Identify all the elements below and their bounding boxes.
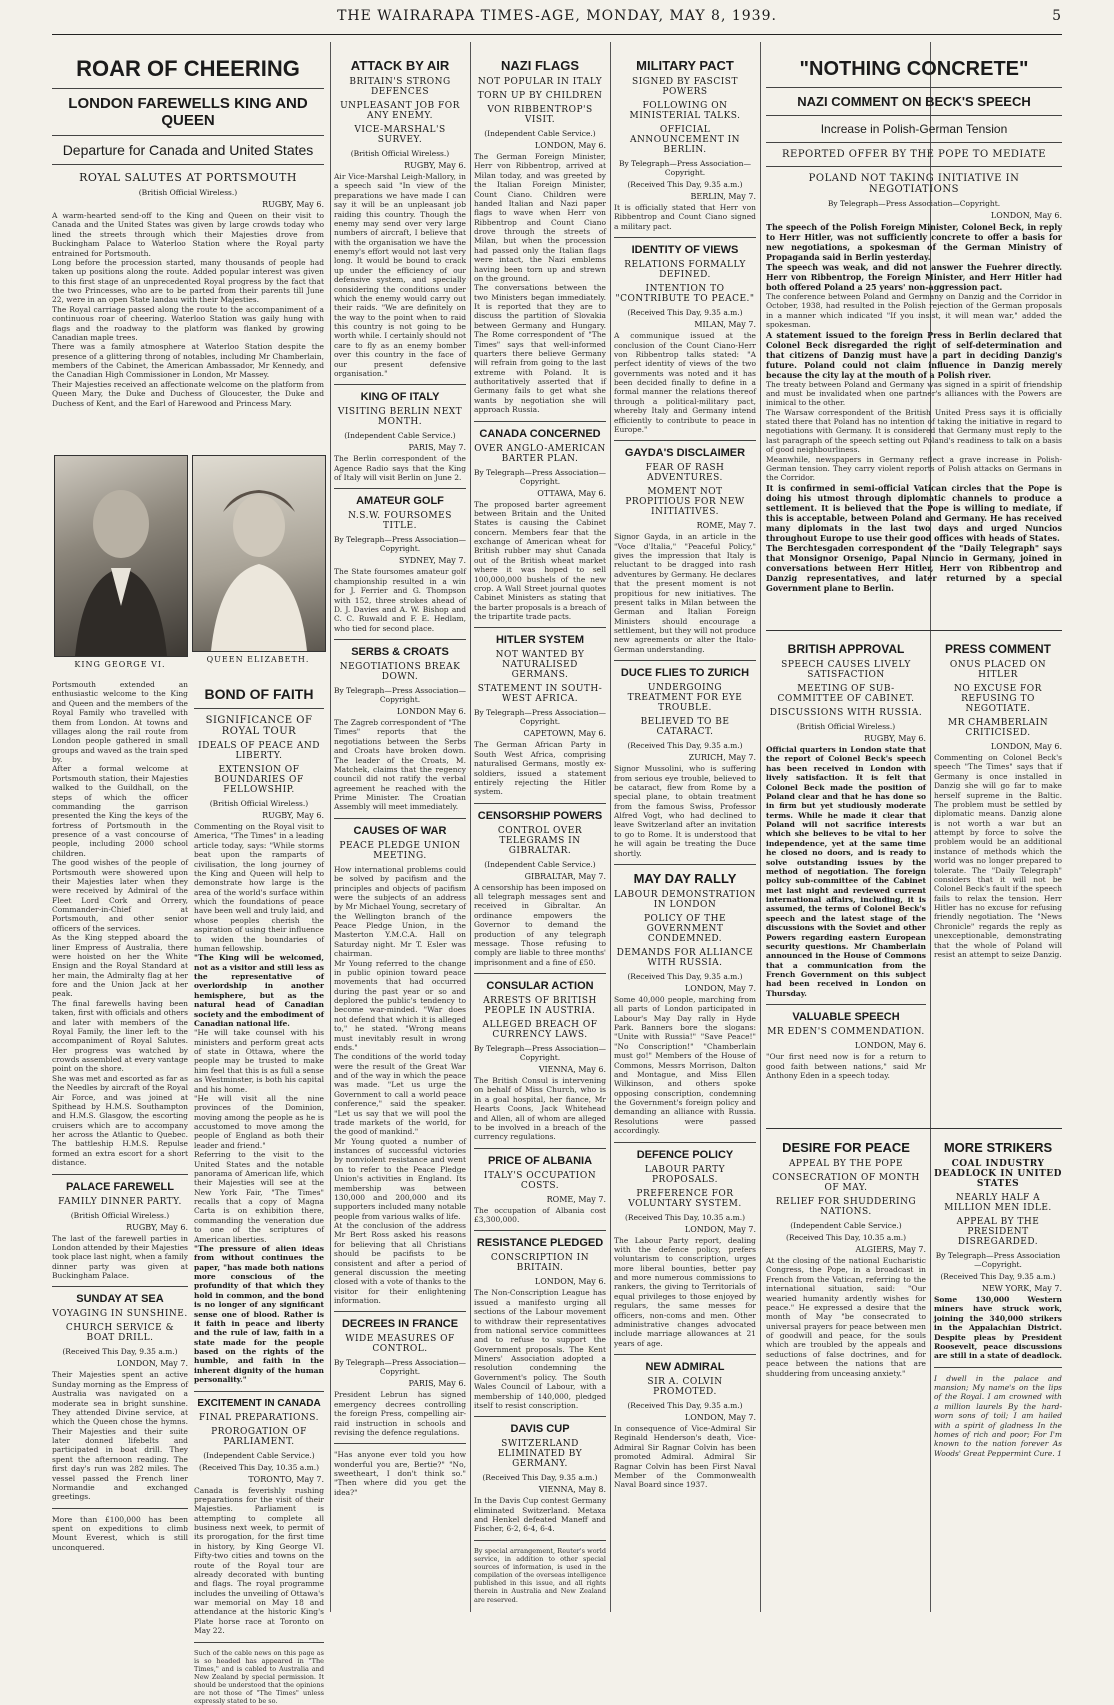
subheading: VISITING BERLIN NEXT MONTH.	[334, 407, 466, 427]
paragraph: "He will take counsel with his ministers and perform great acts of state in Ottawa, where the people may be trusted to make him feel that this is as full a sense as Westminster, is both his capital and his home.	[194, 1028, 324, 1094]
dateline: ROME, May 7.	[474, 1195, 606, 1204]
received-time: (Received This Day, 10.35 a.m.)	[194, 1463, 324, 1472]
paragraph: Mr Young referred to the change in public opinion toward peace movements that had occurred during the past year or so and deplored the public's tendency to become war-minded. "War does not defend that which it is alleged to," he stated. "Wrong means must inevitably result in wrong ends."	[334, 959, 466, 1053]
filler-note: "Has anyone ever told you how wonderful you are, Bertie?" "No, sweetheart, I don't think so." "Then where did you get the idea?"	[334, 1450, 466, 1497]
subheading: PEACE PLEDGE UNION MEETING.	[334, 841, 466, 861]
dateline: RUGBY, May 6.	[194, 811, 324, 820]
paragraph: Official quarters in London state that the report of Colonel Beck's speech has been received in London with lively satisfaction. It is felt that Colonel Beck made the position of Poland clear and that he has done so in firm but yet studiously moderate terms. While he made it clear that Poland will not sacrifice interests which she believes to be vital to her independence, yet at the same time he closed no doors, and is ready to solve outstanding issues by the method of negotiation. The foreign policy sub-committee of the Cabinet met last night and reviewed current international affairs, including, it is assumed, the terms of Colonel Beck's speech and the latest stage of the discussions with the Soviet and other Powers regarding eastern European security questions. Mr Chamberlain announced in the House of Commons that a communication from the French Government on this subject had been received in London on Thursday.	[766, 745, 926, 998]
subheading: STATEMENT IN SOUTH-WEST AFRICA.	[474, 684, 606, 704]
subheadline: LONDON FAREWELLS KING AND QUEEN	[52, 95, 324, 129]
received-time: (Received This Day, 10.35 a.m.)	[766, 1233, 926, 1242]
credit: By Telegraph—Press Association—Copyright.	[334, 686, 466, 704]
dateline: OTTAWA, May 6.	[474, 489, 606, 498]
subheading: MR EDEN'S COMMENDATION.	[766, 1027, 926, 1037]
paragraph: Commenting on the Royal visit to America, "The Times" in a leading article today, says: "While storms beat upon the ramparts of civilisation, the long journey of the King and Queen will help to demonstrate how large is the area of the world's surface within which the foundations of peace have been well and truly laid, and whose peoples cherish the aspiration of using their influence to widen the boundaries of human fellowship.	[194, 822, 324, 953]
paragraph: "The King will be welcomed, not as a visitor and still less as the representative of overlordship in another hemisphere, but as the natural head of Canadian society and the embodiment of Canadian national life.	[194, 953, 324, 1028]
paragraph: The German African Party in South West Africa, comprising naturalised Germans, mostly ex-soldiers, issued a statement entirely rejecting the Hitler system.	[474, 740, 606, 796]
subheading: CHURCH SERVICE & BOAT DRILL.	[52, 1323, 188, 1343]
subheadline: NAZI COMMENT ON BECK'S SPEECH	[766, 94, 1062, 109]
section-heading: ROYAL SALUTES AT PORTSMOUTH	[52, 171, 324, 184]
credit: By Telegraph—Press Association—Copyright.	[334, 535, 466, 553]
paragraph: The Zagreb correspondent of "The Times" reports that the negotiations between the Serbs and Croats have broken down. The leader of the Croats, M. Matchek, claims that the regency council did not ratify the verbal agreement he reached with the Prime Minister. The Croatian Assembly will meet immediately.	[334, 718, 466, 812]
paragraph: Signor Mussolini, who is suffering from serious eye trouble, believed to be cataract, flew from Rome by a special plane, to obtain treatment from the famous Swiss, Professor Alfred Vogt, who had declined to leave Switzerland after an invitation to go to Rome. It is understood that he will again be treating the Duce shortly.	[614, 764, 756, 858]
subheading: FAMILY DINNER PARTY.	[52, 1197, 188, 1207]
footnote: Such of the cable news on this page as is so headed has appeared in "The Times," and is cabled to Australia and New Zealand by special permission. It should be understood that the opinions are not those of "The Times" unless expressly stated to be so.	[194, 1649, 324, 1705]
portrait-king-icon	[55, 456, 187, 656]
subheading: OFFICIAL ANNOUNCEMENT IN BERLIN.	[614, 125, 756, 155]
subheading: LABOUR DEMONSTRATION IN LONDON	[614, 890, 756, 910]
section-heading: PRESS COMMENT	[934, 642, 1062, 656]
dateline: LONDON, May 7.	[614, 1225, 756, 1234]
subheading: EXTENSION OF BOUNDARIES OF FELLOWSHIP.	[194, 765, 324, 795]
paragraph: Meanwhile, newspapers in Germany reflect a grave increase in Polish-German tension. They carry violent reports of Polish attacks on Germans in the Corridor.	[766, 455, 1062, 483]
subheading: NOT WANTED BY NATURALISED GERMANS.	[474, 650, 606, 680]
paragraph: The Labour Party report, dealing with the defence policy, prefers voluntarism to conscription, urges more liberal bounties, better pay and more numerous commissions to rankers, the giving to Territorials of equal privileges to those enjoyed by regulars, the same messes for officers, non-coms and men. Other administrative changes advocated include marriage allowances at 21 years of age.	[614, 1236, 756, 1349]
paragraph: The Berchtesgaden correspondent of the "Daily Telegraph" says that Monsignor Orsenigo, Papal Nuncio in Germany, joined in conversations between Herr Hitler, Herr von Ribbentrop and Danzig representatives, and later returned by a special Government plane to Berlin.	[766, 543, 1062, 593]
dateline: CAPETOWN, May 6.	[474, 729, 606, 738]
paragraph: "He will visit all the nine provinces of the Dominion, moving among the people as he is accustomed to move among the people of England as both their leader and friend."	[194, 1094, 324, 1150]
section-heading: CANADA CONCERNED	[474, 428, 606, 440]
subheading: MEETING OF SUB-COMMITTEE OF CABINET.	[766, 684, 926, 704]
caption-queen: QUEEN ELIZABETH.	[192, 655, 324, 664]
subheading: RELIEF FOR SHUDDERING NATIONS.	[766, 1197, 926, 1217]
subheading: UNPLEASANT JOB FOR ANY ENEMY.	[334, 101, 466, 121]
paragraph: The speech of the Polish Foreign Minister, Colonel Beck, in reply to Herr Hitler, was not sufficiently concrete to offer a basis for new negotiations, a spokesman of the German Ministry of Propaganda said in Berlin yesterday.	[766, 222, 1062, 262]
paragraph: Air Vice-Marshal Leigh-Mallory, in a speech said "In view of the preparations we have made I can say it will be an unpleasant job raiding this country. Though the enemy may send over very large numbers of aircraft, I believe that with the organisation we have the enemy's effort would not last very long. It would be bound to crack up under the efficiency of our defensive system, and specially considering the conditions under which the enemy would carry out their raids. "We are definitely on the way to the point when to raid this country is not going to be worth while. I certainly should not care to fly as an enemy bomber over this country in the face of our present defensive organisation."	[334, 172, 466, 378]
paragraph: Some 130,000 Western miners have struck work, joining the 340,000 strikers in the Appalachian District. Despite pleas by President Roosevelt, peace discussions are still in a state of deadlock.	[934, 1295, 1062, 1361]
paragraph: Their Majesties received an affectionate welcome on the platform from Queen Mary, the Duke and Duchess of Gloucester, the Duke and Duchess of Kent, and the Earl of Harewood and Princess Mary.	[52, 380, 324, 408]
paragraph: In consequence of Vice-Admiral Sir Reginald Henderson's death, Vice-Admiral Sir Ragnar Colvin has been promoted Admiral. Admiral Sir Ragnar Colvin has been First Naval Member of the Commonwealth Naval Board since 1937.	[614, 1424, 756, 1490]
subheading: MR CHAMBERLAIN CRITICISED.	[934, 718, 1062, 738]
subheading: REPORTED OFFER BY THE POPE TO MEDIATE	[766, 149, 1062, 160]
dateline: RUGBY, May 6.	[766, 734, 926, 743]
section-heading: ATTACK BY AIR	[334, 58, 466, 73]
paragraph: Their Majesties spent an active Sunday morning as the Empress of Australia was navigated on a moderate sea in bright sunshine. They attended Divine service, at which the Queen chose the hymns. Their Majesties and their suite later donned lifebelts and participated in boat drill. They spent the afternoon reading. The first day's run was 282 miles. The vessel passed the French liner Normandie and exchanged greetings.	[52, 1370, 188, 1501]
subheading: SIGNED BY FASCIST POWERS	[614, 77, 756, 97]
paragraph: The final farewells having been taken, first with officials and others and later with members of the Royal Family, the liner left to the accompaniment of Royal Salutes. Her progress was watched by crowds assembled at every vantage point on the shore.	[52, 999, 188, 1074]
paragraph: Signor Gayda, in an article in the "Voce d'Italia," "Peaceful Policy," gives the impression that Italy is reluctant to be dragged into rash adventures by Germany. He declares that the present moment is not propitious for new initiatives. The present talks in Milan between the German and Italian Foreign Ministers should encourage a settlement, but they will not produce new agreements or alter the Italo-German understanding.	[614, 532, 756, 654]
section-heading: SUNDAY AT SEA	[52, 1293, 188, 1305]
dateline: LONDON, May 7.	[52, 1359, 188, 1368]
subheading: SIR A. COLVIN PROMOTED.	[614, 1377, 756, 1397]
paragraph: Canada is feverishly rushing preparations for the visit of their Majesties. Parliament is attempting to complete all business next week, to permit of its prorogation, for the first time in history, by King George VI. Fifty-two cities and towns on the route of the Royal tour are already decorated with bunting and flags. The royal programme includes the unveiling of Ottawa's war memorial on May 18 and attendance at the historic King's Plate horse race at Toronto on May 22.	[194, 1486, 324, 1636]
credit: By Telegraph—Press Association—Copyright.	[474, 1044, 606, 1062]
subheading: FINAL PREPARATIONS.	[194, 1413, 324, 1423]
dateline: PARIS, May 6.	[334, 1379, 466, 1388]
credit: (British Official Wireless.)	[52, 188, 324, 197]
subheading: RELATIONS FORMALLY DEFINED.	[614, 260, 756, 280]
filler-note: More than £100,000 has been spent on expeditions to climb Mount Everest, which is still unconquered.	[52, 1515, 188, 1553]
dateline: LONDON, May 6.	[766, 1041, 926, 1050]
credit: (Independent Cable Service.)	[474, 129, 606, 138]
column-rule	[610, 42, 611, 1612]
subheading: FOLLOWING ON MINISTERIAL TALKS.	[614, 101, 756, 121]
dateline: LONDON, May 7.	[614, 984, 756, 993]
subheading: CONSECRATION OF MONTH OF MAY.	[766, 1173, 926, 1193]
subheading: OVER ANGLO-AMERICAN BARTER PLAN.	[474, 444, 606, 464]
subheading: LABOUR PARTY PROPOSALS.	[614, 1165, 756, 1185]
paragraph: It is officially stated that Herr von Ribbentrop and Count Ciano signed a military pact.	[614, 203, 756, 231]
column-5	[614, 42, 756, 1612]
credit: (Independent Cable Service.)	[334, 431, 466, 440]
section-heading: NEW ADMIRAL	[614, 1361, 756, 1373]
subheading: VON RIBBENTROP'S VISIT.	[474, 105, 606, 125]
paragraph: A communique issued at the conclusion of the Count Ciano-Herr von Ribbentrop talks stated: "A perfect identity of views of the two governments was noted and it has been decided finally to define in a formal manner the relations thereof through a political-military pact, whereby Italy and Germany intend efficiently to contribute to peace in Europe."	[614, 331, 756, 434]
paragraph: Long before the procession started, many thousands of people had taken up positions along the route. Added popular interest was given to this first stage of an unprecedented Royal progress by the fact that the two Princesses, who are to be parted from their parents till June 22, were in an open State landau with their Majesties.	[52, 258, 324, 305]
credit: (Independent Cable Service.)	[766, 1221, 926, 1230]
paragraph: A statement issued to the foreign Press in Berlin declared that Colonel Beck disregarded the right of self-determination and that citizens of Danzig must have a part in deciding Danzig's future. Poland could not claim influence in Danzig merely because the city lay at the mouth of a Polish river.	[766, 330, 1062, 380]
more-strikers	[934, 1134, 1062, 1612]
section-heading: NAZI FLAGS	[474, 58, 606, 73]
dateline: RUGBY, May 6.	[334, 161, 466, 170]
subheading: ARRESTS OF BRITISH PEOPLE IN AUSTRIA.	[474, 996, 606, 1016]
credit: (Independent Cable Service.)	[474, 860, 606, 869]
paragraph: How international problems could be solved by pacifism and the principles and objects of pacifism were the subjects of an address by Mr Michael Young, secretary of the Wellington branch of the Peace Pledge Union, in the Masterton Y.M.C.A. Hall on Saturday night. Mr T. Esler was chairman.	[334, 865, 466, 959]
subheading: CONTROL OVER TELEGRAMS IN GIBRALTAR.	[474, 826, 606, 856]
dateline: GIBRALTAR, May 7.	[474, 872, 606, 881]
section-heading: VALUABLE SPEECH	[766, 1011, 926, 1023]
section-heading: DAVIS CUP	[474, 1423, 606, 1435]
column-rule	[330, 42, 331, 1612]
subheading: VOYAGING IN SUNSHINE.	[52, 1309, 188, 1319]
section-heading: CONSULAR ACTION	[474, 980, 606, 992]
subheading: UNDERGOING TREATMENT FOR EYE TROUBLE.	[614, 683, 756, 713]
subheading: NEARLY HALF A MILLION MEN IDLE.	[934, 1193, 1062, 1213]
paragraph: The last of the farewell parties in London attended by their Majesties took place last night, when a family dinner party was given at Buckingham Palace.	[52, 1234, 188, 1281]
subheading: COAL INDUSTRY DEADLOCK IN UNITED STATES	[934, 1159, 1062, 1189]
paragraph: President Lebrun has signed emergency decrees controlling the foreign Press, compelling air-raid instruction in schools and revising the defence regulations.	[334, 1390, 466, 1437]
paragraph: The conversations between the two Ministers began immediately. It is reported that they are to discuss the partition of Slovakia between Germany and Hungary. The Rome correspondent of "The Times" says that well-informed quarters there believe Germany will refrain from going to the last extreme with Poland. It is authoritatively asserted that if Germany fails to get what she wants by negotiation she will approach Russia.	[474, 283, 606, 414]
subheading: CONSCRIPTION IN BRITAIN.	[474, 1253, 606, 1273]
credit: (Independent Cable Service.)	[194, 1451, 324, 1460]
dateline: VIENNA, May 6.	[474, 1065, 606, 1074]
paragraph: Commenting on Colonel Beck's speech "The Times" says that if Germany is once installed in Danzig she will go far to make herself supreme in the Baltic. The problem must be settled by diplomatic means. Danzig alone is not worth a war but an attempt by force to solve the problem would be an additional instance of methods which the world was no longer prepared to tolerate. The "Daily Telegraph" considers that it will not be Colonel Beck's fault if the speech fails to relax the tension. Herr Hitler has no excuse for refusing friendly negotiation. The "News Chronicle" regards the reply as unexceptionable, demonstrating that the whole of Poland will resist an attempt to seize Danzig.	[934, 753, 1062, 959]
received-time: (Received This Day, 9.35 a.m.)	[614, 1401, 756, 1410]
subheading: FEAR OF RASH ADVENTURES.	[614, 463, 756, 483]
column-2	[194, 680, 324, 1610]
subheading: BRITAIN'S STRONG DEFENCES	[334, 77, 466, 97]
paragraph: A warm-hearted send-off to the King and Queen on their visit to Canada and the United States was given by large crowds today who lined the streets through which their Majesties drove from Buckingham Palace to Waterloo Station where the Royal party entrained for Portsmouth.	[52, 211, 324, 258]
subheading: POLAND NOT TAKING INITIATIVE IN NEGOTIATIONS	[766, 173, 1062, 195]
masthead-title: THE WAIRARAPA TIMES-AGE, MONDAY, MAY 8, 1939.	[337, 8, 777, 24]
advertisement-verse: I dwell in the palace and mansion; My name's on the lips of the Royal. I am crowned with a million laurels By the hard-worn sons of toil; I am hailed with a spirit of gladness In the homes of rich and poor; For I'm known to the nation forever As Woods' Great Peppermint Cure. 1	[934, 1374, 1062, 1458]
credit: By Telegraph—Press Association—Copyright.	[334, 1358, 466, 1376]
paragraph: The British Consul is intervening on behalf of Miss Church, who is in a goal hospital, her fiance, Mr Hearts Coons, Jack Whitehead and Allen, all of whom are alleged to be involved in a breach of the currency regulations.	[474, 1076, 606, 1142]
dateline: RUGBY, May 6.	[52, 200, 324, 209]
paragraph: Referring to the visit to the United States and the notable panorama of American life, which their Majesties will see at the New York Fair, "The Times" recalls that a copy of Magna Carta is on exhibition there, commanding the veneration due to one of the scriptures of American liberties.	[194, 1150, 324, 1244]
section-heading: KING OF ITALY	[334, 391, 466, 403]
subheading: POLICY OF THE GOVERNMENT CONDEMNED.	[614, 914, 756, 944]
section-heading: MILITARY PACT	[614, 58, 756, 73]
section-heading: CAUSES OF WAR	[334, 825, 466, 837]
credit: By Telegraph—Press Association—Copyright.	[474, 468, 606, 486]
subheading: ITALY'S OCCUPATION COSTS.	[474, 1171, 606, 1191]
column-3	[334, 42, 466, 1612]
subheading: SPEECH CAUSES LIVELY SATISFACTION	[766, 660, 926, 680]
photo-queen	[192, 455, 326, 652]
subheading: APPEAL BY THE PRESIDENT DISREGARDED.	[934, 1217, 1062, 1247]
dateline: MILAN, May 7.	[614, 320, 756, 329]
dateline: ROME, May 7.	[614, 521, 756, 530]
dateline: TORONTO, May 7.	[194, 1475, 324, 1484]
dateline: ALGIERS, May 7.	[766, 1245, 926, 1254]
dateline: LONDON May 6.	[334, 707, 466, 716]
paragraph: The Non-Conscription League has issued a manifesto urging all sections of the Labour movement to withdraw their representatives from national service committees and to refuse to support the Government proposals. The Kent Miners' Association adopted a resolution condemning the Government's policy. The South Wales Council of Labour, with a membership of 140,000, pledged itself to resist conscription.	[474, 1288, 606, 1410]
photo-king	[54, 455, 188, 657]
credit: By Telegraph—Press Association—Copyright.	[614, 159, 756, 177]
paragraph: Portsmouth extended an enthusiastic welcome to the King and Queen and the members of the Royal Family who travelled with them from London. At towns and villages along the rail route from London people gathered in small groups and waved as the train sped by.	[52, 680, 188, 764]
credit: By Telegraph—Press Association—Copyright.	[766, 199, 1062, 208]
section-heading: DUCE FLIES TO ZURICH	[614, 667, 756, 679]
paragraph: The German Foreign Minister, Herr von Ribbentrop, arrived at Milan today, and was greeted by the Italian Foreign Minister, Count Ciano. Children were handed Italian and Nazi paper flags to wave when Herr von Ribbentrop and Count Ciano drove through the streets of Milan, but when the procession had passed only the Italian flags were intact, the Nazi emblems having been torn up and strewn on the ground.	[474, 152, 606, 283]
dateline: LONDON, May 6.	[934, 742, 1062, 751]
section-heading: GAYDA'S DISCLAIMER	[614, 447, 756, 459]
dateline: RUGBY, May 6.	[52, 1223, 188, 1232]
filler-note: By special arrangement, Reuter's world service, in addition to other special sources of information, is used in the compilation of the overseas intelligence published in this issue, and all rights therein in Australia and New Zealand are reserved.	[474, 1547, 606, 1604]
subheading: NOT POPULAR IN ITALY	[474, 77, 606, 87]
paragraph: The occupation of Albania cost £3,300,000.	[474, 1206, 606, 1225]
paragraph: The speech was weak, and did not answer the Fuehrer directly. Herr von Ribbentrop, the Foreign Minister, and Herr Hitler had both offered Poland a 25 years' non-aggression pact.	[766, 262, 1062, 292]
credit: (British Official Wireless.)	[194, 799, 324, 808]
paragraph: The conditions of the world today were the result of the Great War and of the way in which the peace was made. "Let us urge the Government to call a world peace conference," said the speaker. "Let us say that we will pool the trade markets of the world, for the good of mankind."	[334, 1052, 466, 1136]
credit: By Telegraph—Press Association—Copyright.	[474, 708, 606, 726]
subheading: DEMANDS FOR ALLIANCE WITH RUSSIA.	[614, 948, 756, 968]
dateline: VIENNA, May 8.	[474, 1485, 606, 1494]
subheading: NO EXCUSE FOR REFUSING TO NEGOTIATE.	[934, 684, 1062, 714]
paragraph: "The pressure of alien ideas from without continues the paper, "has made both nations more conscious of the profundity of that which they hold in common, and the bond is no longer of any significant sense one of blood. Rather is it faith in peace and liberty and the rule of law, faith in a state made for the people based on the rights of the humble, and faith in the inherent dignity of the human personality."	[194, 1244, 324, 1385]
section-heading: BOND OF FAITH	[194, 686, 324, 702]
paragraph: There was a family atmosphere at Waterloo Station despite the presence of a glittering throng of notables, including Mr Chamberlain, members of the Cabinet, the American Ambassador, Mr Kennedy, and the Canadian High Commissioner in London, Mr Massey.	[52, 342, 324, 380]
deck: Increase in Polish-German Tension	[766, 122, 1062, 136]
section-heading: RESISTANCE PLEDGED	[474, 1237, 606, 1249]
column-4	[474, 42, 606, 1612]
subheading: SIGNIFICANCE OF ROYAL TOUR	[194, 715, 324, 737]
subheading: IDEALS OF PEACE AND LIBERTY.	[194, 741, 324, 761]
column-rule	[760, 42, 761, 1612]
headline: ROAR OF CHEERING	[52, 56, 324, 82]
paragraph: The Warsaw correspondent of the British United Press says it is officially stated there that Poland has no intention of taking the initiative in regard to negotiations with Germany. It is considered that Germany must reply to the last paragraph of the speech setting out Poland's readiness to talk on a basis of good neighbourliness.	[766, 408, 1062, 455]
dateline: BERLIN, May 7.	[614, 192, 756, 201]
received-time: (Received This Day, 9.35 a.m.)	[614, 741, 756, 750]
paragraph: At the conclusion of the address Mr Bert Ross asked his reasons for believing that all Christians should be pacifists to be consistent and after a period of general discussion the meeting closed with a vote of thanks to the visitor for their enlightening information.	[334, 1221, 466, 1305]
subheading: ONUS PLACED ON HITLER	[934, 660, 1062, 680]
paragraph: Mr Young quoted a number of instances of successful victories by nonviolent resistance and went on to refer to the Peace Pledge Union's activities in England. Its membership was between 130,000 and 200,000 and its supporters included many notable people from various walks of life.	[334, 1137, 466, 1221]
paragraph: The conference between Poland and Germany on Danzig and the Corridor in October, 1938, had resulted in the Polish rejection of the German proposals in a manner which indicated "If you insist, it will mean war," added the spokesman.	[766, 292, 1062, 330]
section-heading: DEFENCE POLICY	[614, 1149, 756, 1161]
subheading: VICE-MARSHAL'S SURVEY.	[334, 125, 466, 145]
paragraph: After a formal welcome at Portsmouth station, their Majesties walked to the Guildhall, on the steps of which the officer commanding the garrison presented the King the keys of the fortress of Portsmouth in the presence of a vast concourse of people, including 2000 school children.	[52, 764, 188, 858]
dateline: NEW YORK, May 7.	[934, 1284, 1062, 1293]
desire-for-peace	[766, 1134, 926, 1612]
paragraph: The Berlin correspondent of the Agence Radio says that the King of Italy will visit Berlin on June 2.	[334, 454, 466, 482]
column-6-left	[766, 636, 926, 1126]
subheading: NEGOTIATIONS BREAK DOWN.	[334, 662, 466, 682]
section-heading: CENSORSHIP POWERS	[474, 810, 606, 822]
subheading: DISCUSSIONS WITH RUSSIA.	[766, 708, 926, 718]
paragraph: In the Davis Cup contest Germany eliminated Switzerland. Metaxa and Henkel defeated Maneff and Fischer, 6-2, 6-4, 6-4.	[474, 1496, 606, 1534]
paragraph: The proposed barter agreement between Britain and the United States is causing the Cabinet concern. Members fear that the exchange of American wheat for British rubber may shut Canada out of the British wheat market where it was hoped to sell 100,000,000 bushels of the new crop. A Wall Street journal quotes Cabinet Ministers as stating that the barter proposals is a breach of the tripartite trade pacts.	[474, 500, 606, 622]
dateline: LONDON, May 6.	[474, 1277, 606, 1286]
column-rule	[470, 42, 471, 1612]
subheading: PROROGATION OF PARLIAMENT.	[194, 1427, 324, 1447]
subheading: INTENTION TO "CONTRIBUTE TO PEACE."	[614, 284, 756, 304]
section-heading: HITLER SYSTEM	[474, 634, 606, 646]
dateline: LONDON, May 6.	[474, 141, 606, 150]
credit: (British Official Wireless.)	[334, 149, 466, 158]
paragraph: The good wishes of the people of Portsmouth were showered upon their Majesties later when they were received by Admiral of the Fleet Lord Cork and Orrery, Commander-in-Chief at Portsmouth, and other senior officers of the services.	[52, 858, 188, 933]
section-heading: AMATEUR GOLF	[334, 495, 466, 507]
received-time: (Received This Day, 9.35 a.m.)	[614, 308, 756, 317]
received-time: (Received This Day, 9.35 a.m.)	[474, 1473, 606, 1482]
subheading: TORN UP BY CHILDREN	[474, 91, 606, 101]
subheading: WIDE MEASURES OF CONTROL.	[334, 1334, 466, 1354]
paragraph: She was met and escorted as far as the Needles by aircraft of the Royal Air Force, and was joined at Spithead by H.M.S. Southampton and H.M.S. Glasgow, the escorting cruisers which are to accompany her across the Atlantic to Quebec. The battleship H.M.S. Repulse formed an extra escort for a short distance.	[52, 1074, 188, 1168]
credit: (British Official Wireless.)	[766, 722, 926, 731]
subheading: APPEAL BY THE POPE	[766, 1159, 926, 1169]
subheading: BELIEVED TO BE CATARACT.	[614, 717, 756, 737]
subheading: PREFERENCE FOR VOLUNTARY SYSTEM.	[614, 1189, 756, 1209]
column-6-right	[934, 636, 1062, 1126]
paragraph: The treaty between Poland and Germany was signed in a spirit of friendship and must be invalidated when one partner's alliances with the Powers are inimical to the other.	[766, 380, 1062, 408]
paragraph: "Our first need now is for a return to good faith between nations," said Mr Anthony Eden in a speech today.	[766, 1052, 926, 1080]
right-lead-story	[766, 42, 1062, 622]
divider	[766, 1128, 1062, 1129]
credit: (British Official Wireless.)	[52, 1211, 188, 1220]
section-heading: IDENTITY OF VIEWS	[614, 244, 756, 256]
paragraph: At the closing of the national Eucharistic Congress, the Pope, in a broadcast in French from the Vatican, referring to the international situation, said: "Our wearied humanity ardently wishes for peace." He expressed a desire that the month of May "be consecrated to universal prayers for peace between men of goodwill and peace, for the souls which are troubled by the appeals and seductions of false doctrines, and for peace between the nations that are shuddering from unceasing anxiety."	[766, 1256, 926, 1378]
dateline: LONDON, May 6.	[766, 211, 1062, 220]
section-heading: SERBS & CROATS	[334, 646, 466, 658]
paragraph: Some 40,000 people, marching from all parts of London participated in Labour's May Day rally in Hyde Park. Banners bore the slogans: "Unite with Russia!" "Save Peace!" "No Conscription!" "Chamberlain must go!" Members of the House of Commons, Messrs Morrison, Dalton and Montague, and Miss Ellen Wilkinson, and others spoke opposing conscription, condemning the Government's foreign policy and demanding an alliance with Russia. Resolutions were passed accordingly.	[614, 995, 756, 1136]
paragraph: The Royal carriage passed along the route to the accompaniment of a continuous roar of cheering. Waterloo Station was gaily hung with flags and the roadway to the platform was flanked by growing Canadian maple trees.	[52, 305, 324, 343]
received-time: (Received This Day, 9.35 a.m.)	[934, 1272, 1062, 1281]
credit: (Received This Day, 9.35 a.m.)	[52, 1347, 188, 1356]
column-1-lower	[52, 680, 188, 1610]
portrait-queen-icon	[193, 456, 325, 651]
masthead	[52, 8, 1062, 35]
received-time: (Received This Day, 9.35 a.m.)	[614, 972, 756, 981]
section-heading: MAY DAY RALLY	[614, 871, 756, 886]
section-heading: MORE STRIKERS	[934, 1140, 1062, 1155]
dateline: LONDON, May 7.	[614, 1413, 756, 1422]
deck: Departure for Canada and United States	[52, 142, 324, 158]
page-number: 5	[1052, 8, 1062, 24]
headline: "NOTHING CONCRETE"	[766, 58, 1062, 81]
paragraph: As the King stepped aboard the liner Empress of Australia, there were hoisted on her the White Ensign and the Royal Standard at her main, the Admiralty flag at her fore and the Union Jack at her peak.	[52, 933, 188, 999]
credit: By Telegraph—Press Association—Copyright.	[934, 1251, 1062, 1269]
section-heading: DECREES IN FRANCE	[334, 1318, 466, 1330]
received-time: (Received This Day, 10.35 a.m.)	[614, 1213, 756, 1222]
caption-king: KING GEORGE VI.	[54, 660, 186, 669]
section-heading: PALACE FAREWELL	[52, 1181, 188, 1193]
paragraph: A censorship has been imposed on all telegraph messages sent and received in Gibraltar. An ordinance empowers the Governor to demand the production of any telegraph message. Those refusing to comply are liable to three months' imprisonment and a fine of £50.	[474, 883, 606, 967]
section-heading: EXCITEMENT IN CANADA	[194, 1398, 324, 1409]
dateline: SYDNEY, May 7.	[334, 556, 466, 565]
paragraph: It is confirmed in semi-official Vatican circles that the Pope is doing his utmost through diplomatic channels to produce a settlement. It is believed that the Pope is willing to mediate, if this is acceptable, between Poland and Germany. He has received many diplomats in the last two days and urged Nuncios throughout Europe to use their good offices with heads of States.	[766, 483, 1062, 543]
subheading: SWITZERLAND ELIMINATED BY GERMANY.	[474, 1439, 606, 1469]
section-heading: BRITISH APPROVAL	[766, 642, 926, 656]
subheading: MOMENT NOT PROPITIOUS FOR NEW INITIATIVES.	[614, 487, 756, 517]
section-heading: DESIRE FOR PEACE	[766, 1140, 926, 1155]
divider	[766, 630, 1062, 631]
paragraph: The State foursomes amateur golf championship resulted in a win for J. Ferrier and G. Thompson with 152, three strokes ahead of D. J. Davies and A. W. Bishop and C. C. Ruwald and F. E. Hedlam, who tied for second place.	[334, 567, 466, 633]
dateline: ZURICH, May 7.	[614, 753, 756, 762]
dateline: PARIS, May 7.	[334, 443, 466, 452]
received-time: (Received This Day, 9.35 a.m.)	[614, 180, 756, 189]
subheading: ALLEGED BREACH OF CURRENCY LAWS.	[474, 1020, 606, 1040]
subheading: N.S.W. FOURSOMES TITLE.	[334, 511, 466, 531]
section-heading: PRICE OF ALBANIA	[474, 1155, 606, 1167]
